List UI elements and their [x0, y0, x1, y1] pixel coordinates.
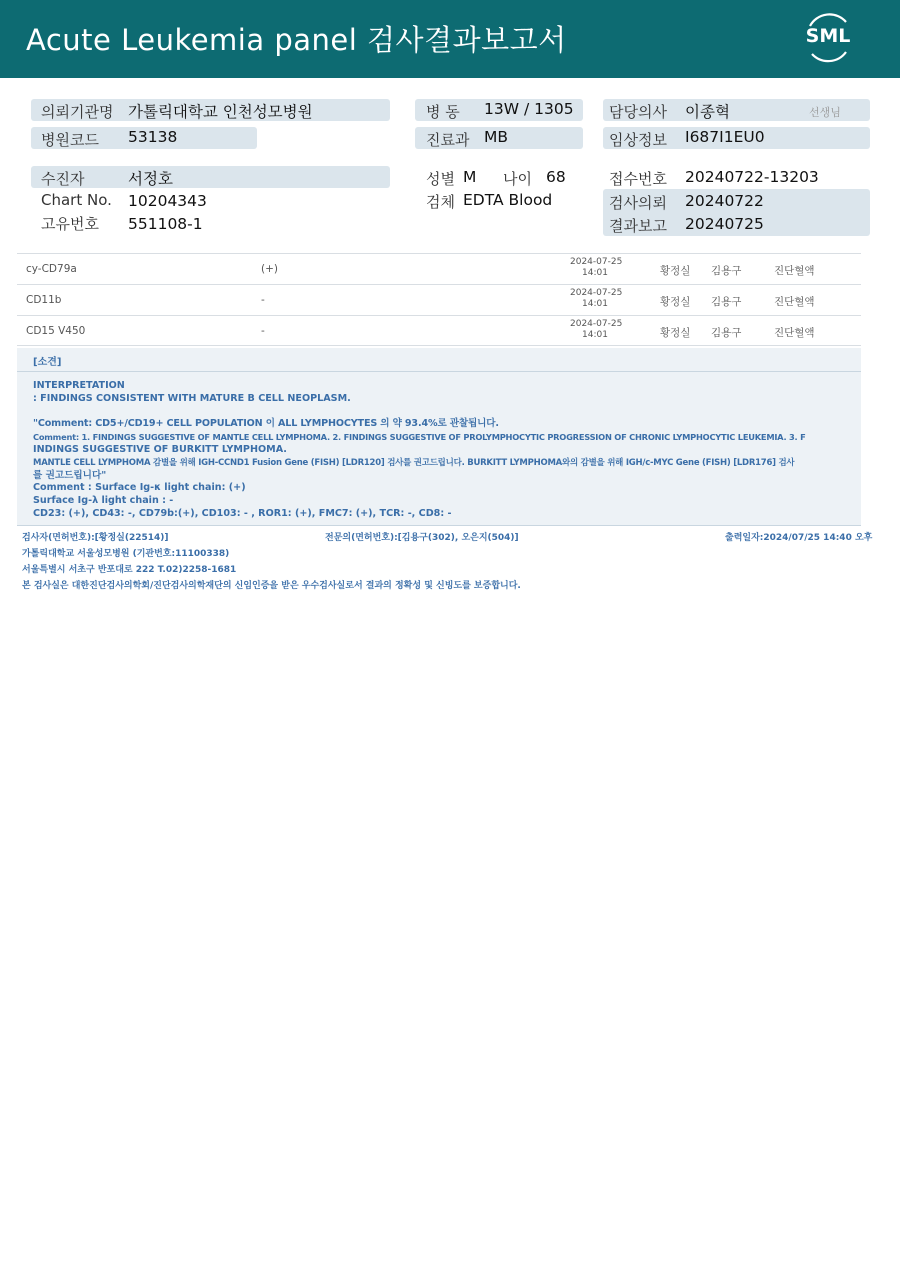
findings-line: Surface Ig-λ light chain : - [33, 495, 174, 507]
test-datetime [570, 257, 623, 279]
chart-no-label: Chart No. [41, 191, 112, 209]
test-dept: 진단혈액 [774, 296, 815, 308]
clinical-info-label: 임상정보 [609, 131, 667, 149]
findings-title: [소견] [33, 357, 62, 368]
reviewer-name: 김용구 [711, 296, 742, 308]
findings-line: CD23: (+), CD43: -, CD79b:(+), CD103: - , ROR1: (+), FMC7: (+), TCR: -, CD8: - [33, 507, 452, 519]
patient-box [31, 166, 390, 188]
findings-line: INDINGS SUGGESTIVE OF BURKITT LYMPHOMA. [33, 443, 287, 455]
age-label: 나이 [503, 170, 532, 188]
test-datetime [570, 288, 623, 310]
footer-certification: 본 검사실은 대한진단검사의학회/진단검사의학재단의 신임인증을 받은 우수검사실로서 결과의 정확성 및 신빙도를 보증합니다. [22, 581, 521, 591]
institution-value: 가톨릭대학교 인천성모병원 [128, 103, 313, 121]
findings-line: Comment : Surface Ig-κ light chain: (+) [33, 482, 246, 494]
findings-header [17, 348, 861, 372]
doctor-suffix: 선생님 [809, 106, 841, 119]
tester-name: 황정실 [660, 327, 691, 339]
test-result: - [261, 325, 265, 337]
clinical-info-value: I687I1EU0 [685, 128, 765, 146]
reviewer-name: 김용구 [711, 265, 742, 277]
findings-line: 를 권고드립니다" [33, 469, 107, 481]
footer-address: 서울특별시 서초구 반포대로 222 T.02)2258-1681 [22, 565, 237, 575]
table-row [17, 253, 861, 284]
reviewer-name: 김용구 [711, 327, 742, 339]
findings-section [17, 348, 861, 526]
tester-name: 황정실 [660, 296, 691, 308]
ward-value: 13W / 1305 [484, 100, 574, 118]
chart-no-value: 10204343 [128, 192, 207, 210]
unique-no-value: 551108-1 [128, 215, 203, 233]
test-date: 2024-07-25 [570, 319, 623, 329]
findings-line: MANTLE CELL LYMPHOMA 감별을 위해 IGH-CCND1 Fusion Gene (FISH) [LDR120] 검사를 권고드립니다. BURKITT LYMPHOMA와의 감별을 위해 IGH/c-MYC Gene (FISH) [LDR176] 검사 [33, 457, 795, 468]
department-label: 진료과 [426, 131, 470, 149]
findings-line: "Comment: CD5+/CD19+ CELL POPULATION 이 ALL LYMPHOCYTES 의 약 93.4%로 관찰됩니다. [33, 418, 499, 430]
test-dept: 진단혈액 [774, 327, 815, 339]
test-result: - [261, 294, 265, 306]
report-date-value: 20240725 [685, 215, 764, 233]
unique-no-label: 고유번호 [41, 215, 99, 233]
specimen-value: EDTA Blood [463, 191, 553, 209]
test-dept: 진단혈액 [774, 265, 815, 277]
findings-line: INTERPRETATION [33, 380, 125, 391]
report-header [0, 0, 900, 78]
patient-label: 수진자 [41, 170, 85, 188]
findings-gap [33, 406, 859, 419]
findings-line: Comment: 1. FINDINGS SUGGESTIVE OF MANTLE CELL LYMPHOMA. 2. FINDINGS SUGGESTIVE OF PROLYMPHOCYTIC PROGRESSION OF CHRONIC LYMPHOCYTIC LEUKEMIA. 3. F [33, 432, 806, 443]
test-date: 2024-07-25 [570, 257, 623, 267]
test-datetime [570, 319, 623, 341]
doctor-value: 이종혁 [685, 103, 730, 121]
hospital-code-value: 53138 [128, 128, 178, 146]
test-time: 14:01 [582, 268, 608, 278]
report-date-label: 결과보고 [609, 217, 667, 235]
sex-value: M [463, 168, 477, 186]
test-time: 14:01 [582, 299, 608, 309]
tester-name: 황정실 [660, 265, 691, 277]
findings-body [33, 380, 859, 521]
findings-line: : FINDINGS CONSISTENT WITH MATURE B CELL NEOPLASM. [33, 392, 351, 404]
test-name: CD11b [26, 294, 62, 306]
test-name: cy-CD79a [26, 263, 77, 275]
report-title: Acute Leukemia panel 검사결과보고서 [26, 23, 567, 57]
hospital-code-label: 병원코드 [41, 131, 99, 149]
test-time: 14:01 [582, 330, 608, 340]
footer-specialist: 전문의(면허번호):[김용구(302), 오은지(504)] [325, 533, 519, 543]
table-row [17, 315, 861, 346]
institution-label: 의뢰기관명 [41, 103, 114, 121]
table-row [17, 284, 861, 315]
patient-value: 서정호 [128, 170, 173, 188]
request-date-value: 20240722 [685, 192, 764, 210]
logo-text: SML [805, 25, 851, 47]
doctor-label: 담당의사 [609, 103, 667, 121]
test-date: 2024-07-25 [570, 288, 623, 298]
request-date-label: 검사의뢰 [609, 194, 667, 212]
age-value: 68 [546, 168, 566, 186]
ward-label: 병 동 [426, 103, 460, 121]
results-table [17, 253, 861, 346]
sml-logo [800, 12, 856, 64]
test-name: CD15 V450 [26, 325, 86, 337]
specimen-label: 검체 [426, 193, 455, 211]
footer-print-date: 출력일자:2024/07/25 14:40 오후 [725, 533, 873, 543]
footer-institution: 가톨릭대학교 서울성모병원 (기관번호:11100338) [22, 549, 230, 559]
sex-label: 성별 [426, 170, 455, 188]
receipt-no-value: 20240722-13203 [685, 168, 819, 186]
receipt-no-label: 접수번호 [609, 170, 667, 188]
footer-tester: 검사자(면허번호):[황정실(22514)] [22, 533, 169, 543]
test-result: (+) [261, 263, 278, 275]
department-value: MB [484, 128, 509, 146]
